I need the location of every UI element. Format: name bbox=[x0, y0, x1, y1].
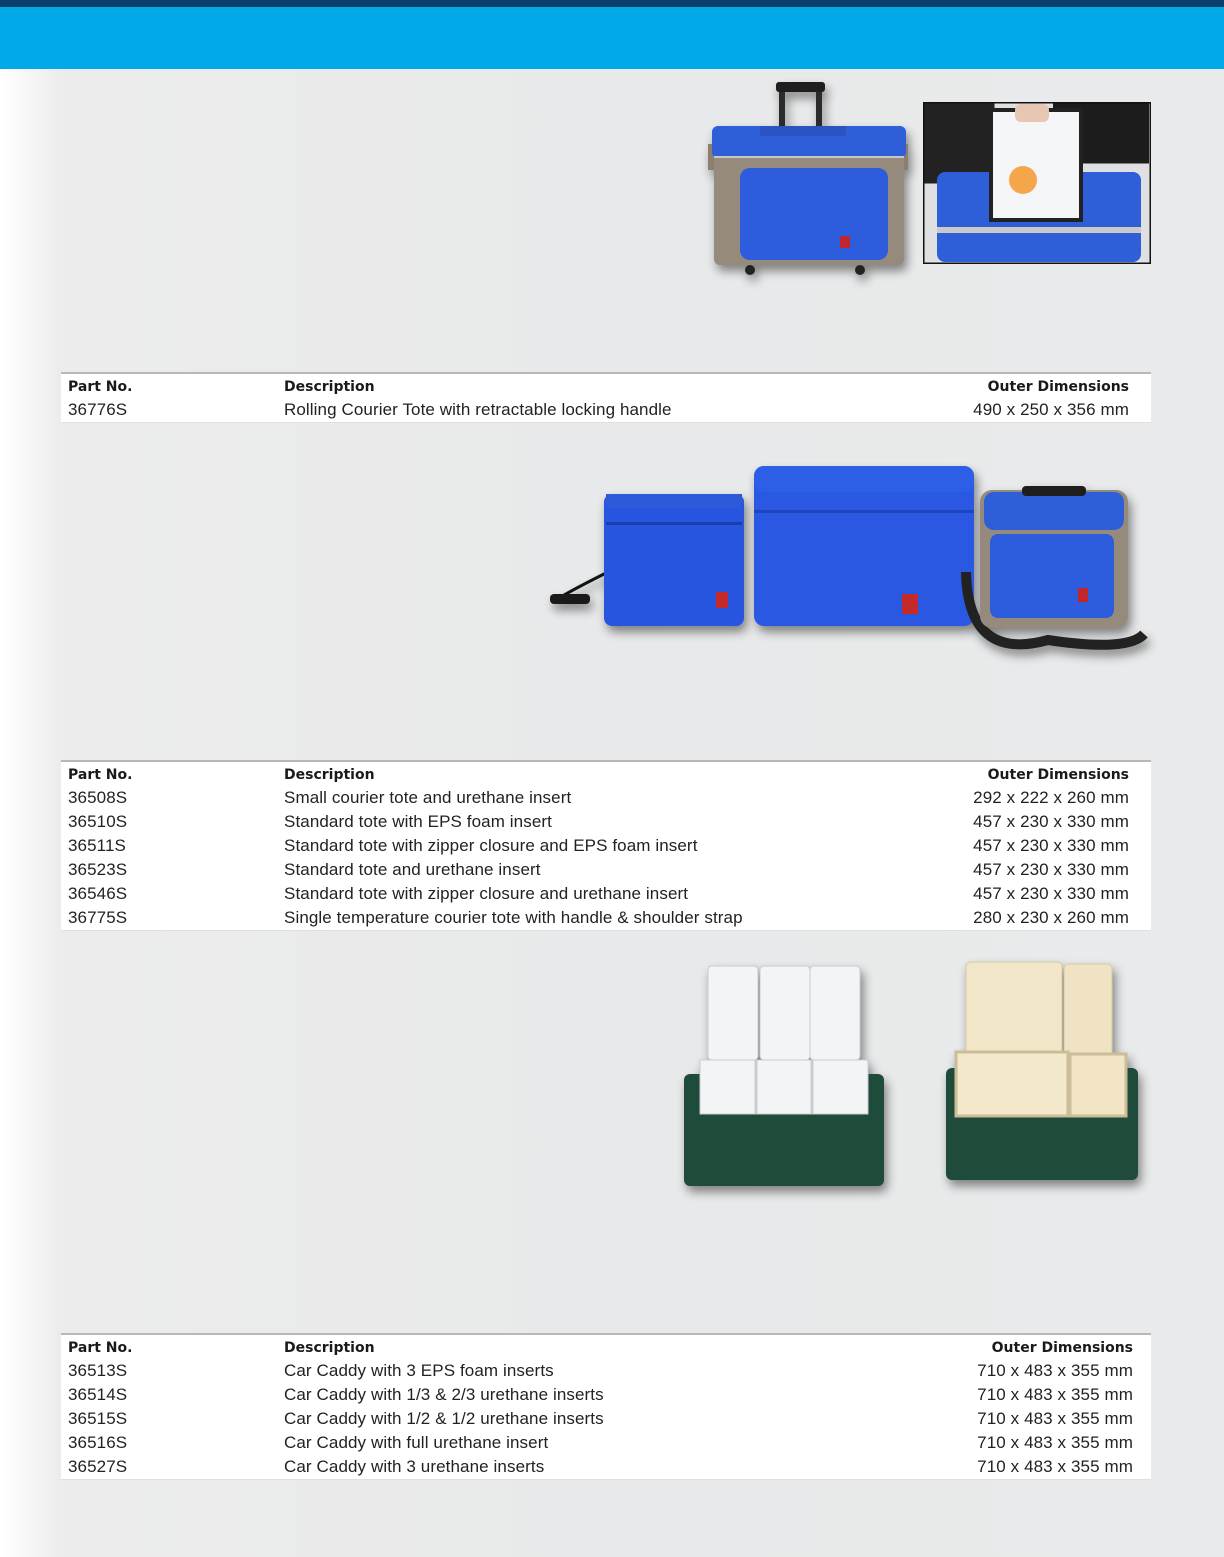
header-part-no: Part No. bbox=[68, 767, 133, 783]
table-row bbox=[61, 906, 1151, 930]
description: Single temperature courier tote with handle & shoulder strap bbox=[284, 908, 743, 927]
outer-dimensions: 292 x 222 x 260 mm bbox=[973, 788, 1129, 807]
part-number: 36546S bbox=[68, 884, 128, 903]
header-description: Description bbox=[284, 767, 375, 783]
car-caddy-urethane-inserts-photo bbox=[944, 960, 1140, 1180]
car-caddy-eps-inserts-photo bbox=[684, 964, 884, 1186]
table-row bbox=[61, 1383, 1151, 1407]
part-number: 36523S bbox=[68, 860, 128, 879]
part-number: 36776S bbox=[68, 400, 128, 419]
header-bar bbox=[0, 0, 1224, 69]
table-row bbox=[61, 810, 1151, 834]
spec-table-courier-totes bbox=[61, 760, 1151, 930]
outer-dimensions: 710 x 483 x 355 mm bbox=[977, 1385, 1133, 1404]
part-number: 36510S bbox=[68, 812, 128, 831]
header-part-no: Part No. bbox=[68, 379, 133, 395]
outer-dimensions: 710 x 483 x 355 mm bbox=[977, 1433, 1133, 1452]
outer-dimensions: 490 x 250 x 356 mm bbox=[973, 400, 1129, 419]
header-description: Description bbox=[284, 1340, 375, 1356]
part-number: 36527S bbox=[68, 1457, 128, 1476]
outer-dimensions: 710 x 483 x 355 mm bbox=[977, 1409, 1133, 1428]
description: Standard tote with EPS foam insert bbox=[284, 812, 552, 831]
description: Standard tote and urethane insert bbox=[284, 860, 541, 879]
part-number: 36508S bbox=[68, 788, 128, 807]
outer-dimensions: 457 x 230 x 330 mm bbox=[973, 812, 1129, 831]
table-header-row bbox=[61, 1335, 1151, 1359]
description: Car Caddy with 3 urethane inserts bbox=[284, 1457, 545, 1476]
outer-dimensions: 280 x 230 x 260 mm bbox=[973, 908, 1129, 927]
spec-table-rolling-tote bbox=[61, 372, 1151, 422]
table-header-row bbox=[61, 374, 1151, 398]
table-row bbox=[61, 786, 1151, 810]
header-outer-dimensions: Outer Dimensions bbox=[987, 767, 1129, 783]
part-number: 36511S bbox=[68, 836, 126, 855]
description: Small courier tote and urethane insert bbox=[284, 788, 572, 807]
header-outer-dimensions: Outer Dimensions bbox=[991, 1340, 1133, 1356]
part-number: 36775S bbox=[68, 908, 128, 927]
description: Standard tote with zipper closure and EPS foam insert bbox=[284, 836, 698, 855]
header-description: Description bbox=[284, 379, 375, 395]
outer-dimensions: 710 x 483 x 355 mm bbox=[977, 1457, 1133, 1476]
outer-dimensions: 710 x 483 x 355 mm bbox=[977, 1361, 1133, 1380]
spec-table-car-caddy bbox=[61, 1333, 1151, 1479]
table-row bbox=[61, 1431, 1151, 1455]
header-part-no: Part No. bbox=[68, 1340, 133, 1356]
rolling-courier-tote-photo bbox=[700, 82, 915, 278]
table-row bbox=[61, 398, 1151, 422]
description: Car Caddy with 1/2 & 1/2 urethane inserts bbox=[284, 1409, 604, 1428]
description: Rolling Courier Tote with retractable locking handle bbox=[284, 400, 672, 419]
courier-totes-group-photo bbox=[548, 462, 1150, 652]
outer-dimensions: 457 x 230 x 330 mm bbox=[973, 884, 1129, 903]
description: Car Caddy with full urethane insert bbox=[284, 1433, 549, 1452]
part-number: 36514S bbox=[68, 1385, 128, 1404]
table-header-row bbox=[61, 762, 1151, 786]
part-number: 36513S bbox=[68, 1361, 128, 1380]
table-row bbox=[61, 1359, 1151, 1383]
table-row bbox=[61, 1455, 1151, 1479]
table-row bbox=[61, 834, 1151, 858]
outer-dimensions: 457 x 230 x 330 mm bbox=[973, 836, 1129, 855]
description: Car Caddy with 3 EPS foam inserts bbox=[284, 1361, 554, 1380]
table-row bbox=[61, 858, 1151, 882]
outer-dimensions: 457 x 230 x 330 mm bbox=[973, 860, 1129, 879]
specimen-bag-loading-photo bbox=[923, 102, 1151, 264]
part-number: 36515S bbox=[68, 1409, 128, 1428]
table-row bbox=[61, 1407, 1151, 1431]
description: Car Caddy with 1/3 & 2/3 urethane inserts bbox=[284, 1385, 604, 1404]
table-row bbox=[61, 882, 1151, 906]
header-outer-dimensions: Outer Dimensions bbox=[987, 379, 1129, 395]
part-number: 36516S bbox=[68, 1433, 128, 1452]
description: Standard tote with zipper closure and urethane insert bbox=[284, 884, 689, 903]
